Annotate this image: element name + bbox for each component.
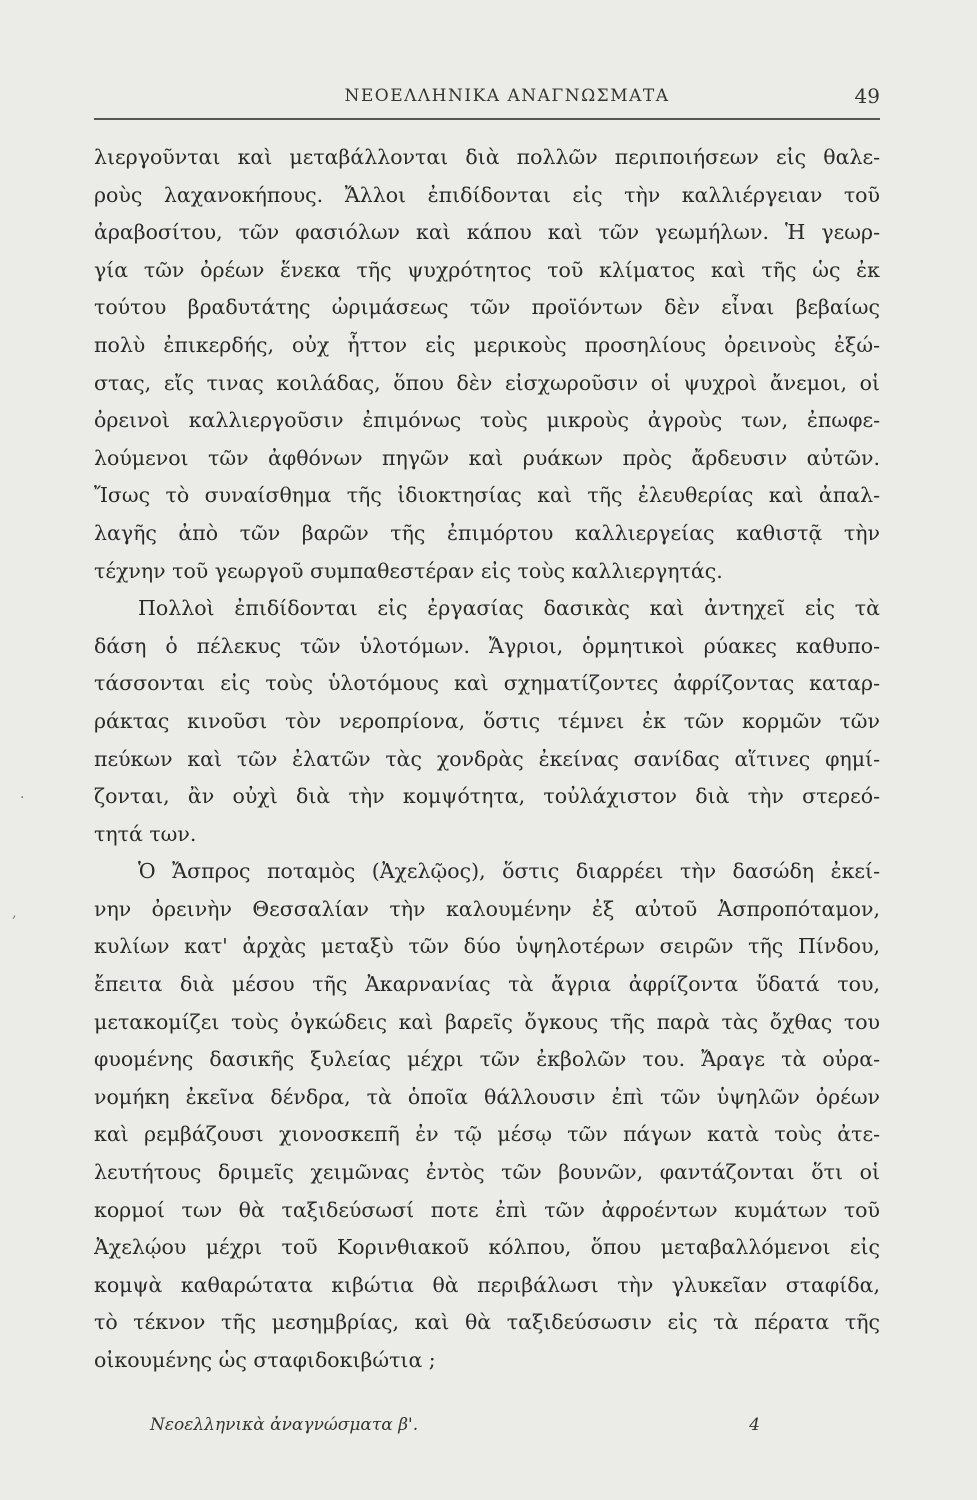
body-text xyxy=(94,139,880,1380)
text-line: νην ὀρεινὴν Θεσσαλίαν τὴν καλουμένην ἐξ αὐτοῦ Ἀσπροπόταμον, xyxy=(94,896,880,921)
margin-tick-mark: ‚ xyxy=(12,905,17,921)
text-line: ἔπειτα διὰ μέσου τῆς Ἀκαρνανίας τὰ ἄγρια ἀφρίζοντα ὕδατά του, xyxy=(94,972,880,997)
text-line: τούτου βραδυτάτης ὠριμάσεως τῶν προϊόντων δὲν εἶναι βεβαίως xyxy=(94,295,880,320)
text-line: λευτήτους δριμεῖς χειμῶνας ἐντὸς τῶν βουνῶν, φαντάζονται ὅτι οἱ xyxy=(94,1160,880,1185)
text-line: λούμενοι τῶν ἀφθόνων πηγῶν καὶ ρυάκων πρὸς ἄρδευσιν αὐτῶν. xyxy=(94,445,880,470)
text-line: στας, εἴς τινας κοιλάδας, ὅπου δὲν εἰσχωροῦσιν οἱ ψυχροὶ ἄνεμοι, οἱ xyxy=(94,370,880,395)
text-line: λαγῆς ἀπὸ τῶν βαρῶν τῆς ἐπιμόρτου καλλιεργείας καθιστᾷ τὴν xyxy=(94,520,880,545)
text-line: τὸ τέκνον τῆς μεσημβρίας, καὶ θὰ ταξιδεύσωσιν εἰς τὰ πέρατα τῆς xyxy=(94,1310,880,1335)
text-line: ὀρεινοὶ καλλιεργοῦσιν ἐπιμόνως τοὺς μικροὺς ἀγροὺς των, ἐπωφε- xyxy=(94,408,880,433)
running-head xyxy=(94,86,880,112)
text-line: ράκτας κινοῦσι τὸν νεροπρίονα, ὅστις τέμνει ἐκ τῶν κορμῶν τῶν xyxy=(94,708,880,733)
text-line: πολὺ ἐπικερδής, οὐχ ἧττον εἰς μερικοὺς προσηλίους ὀρεινοὺς ἐξώ- xyxy=(94,332,880,357)
header-rule xyxy=(94,118,880,120)
text-line: νομήκη ἐκεῖνα δένδρα, τὰ ὁποῖα θάλλουσιν ἐπὶ τῶν ὑψηλῶν ὀρέων xyxy=(94,1084,880,1109)
text-line: μετακομίζει τοὺς ὀγκώδεις καὶ βαρεῖς ὄγκους τῆς παρὰ τὰς ὄχθας του xyxy=(94,1009,880,1034)
page-footer xyxy=(94,1415,880,1445)
text-line: ροὺς λαχανοκήπους. Ἄλλοι ἐπιδίδονται εἰς τὴν καλλιέργειαν τοῦ xyxy=(94,182,880,207)
paragraph xyxy=(94,590,880,853)
text-line: δάση ὁ πέλεκυς τῶν ὑλοτόμων. Ἄγριοι, ὁρμητικοὶ ρύακες καθυπο- xyxy=(94,633,880,658)
running-title: ΝΕΟΕΛΛΗΝΙΚΑ ΑΝΑΓΝΩΣΜΑΤΑ xyxy=(344,86,670,106)
text-line: τάσσονται εἰς τοὺς ὑλοτόμους καὶ σχηματίζοντες ἀφρίζοντας καταρ- xyxy=(94,671,880,696)
page-number: 49 xyxy=(854,84,880,108)
text-line: Ὁ Ἄσπρος ποταμὸς (Ἀχελῷος), ὅστις διαρρέει τὴν δασώδη ἐκεί- xyxy=(138,859,880,884)
footer-book-title: Νεοελληνικὰ ἀναγνώσματα β'. xyxy=(150,1415,419,1435)
text-line: τέχνην τοῦ γεωργοῦ συμπαθεστέραν εἰς τοὺς καλλιεργητάς. xyxy=(94,558,723,583)
text-line: κορμοί των θὰ ταξιδεύσωσί ποτε ἐπὶ τῶν ἀφροέντων κυμάτων τοῦ xyxy=(94,1197,880,1222)
text-line: οἰκουμένης ὡς σταφιδοκιβώτια ; xyxy=(94,1348,436,1372)
text-line: Ἴσως τὸ συναίσθημα τῆς ἰδιοκτησίας καὶ τῆς ἐλευθερίας καὶ ἀπαλ- xyxy=(94,483,880,508)
text-line: κομψὰ καθαρώτατα κιβώτια θὰ περιβάλωσι τὴν γλυκεῖαν σταφίδα, xyxy=(94,1272,880,1297)
paragraph xyxy=(94,139,880,590)
margin-dot-mark: · xyxy=(20,790,25,806)
text-line: καὶ ρεμβάζουσι χιονοσκεπῆ ἐν τῷ μέσῳ τῶν πάγων κατὰ τοὺς ἀτε- xyxy=(94,1122,880,1147)
signature-mark: 4 xyxy=(749,1415,760,1435)
text-line: τητά των. xyxy=(94,821,197,846)
text-line: ζονται, ἂν οὐχὶ διὰ τὴν κομψότητα, τοὐλάχιστον διὰ τὴν στερεό- xyxy=(94,784,880,809)
text-line: ἀραβοσίτου, τῶν φασιόλων καὶ κάπου καὶ τῶν γεωμήλων. Ἡ γεωρ- xyxy=(94,220,880,245)
paragraph xyxy=(94,853,880,1379)
text-line: Πολλοὶ ἐπιδίδονται εἰς ἐργασίας δασικὰς καὶ ἀντηχεῖ εἰς τὰ xyxy=(138,596,880,621)
text-line: λιεργοῦνται καὶ μεταβάλλονται διὰ πολλῶν περιποιήσεων εἰς θαλε- xyxy=(94,145,880,169)
text-line: πεύκων καὶ τῶν ἐλατῶν τὰς χονδρὰς ἐκείνας σανίδας αἵτινες φημί- xyxy=(94,746,880,771)
text-line: φυομένης δασικῆς ξυλείας μέχρι τῶν ἐκβολῶν του. Ἄραγε τὰ οὐρα- xyxy=(94,1047,880,1072)
text-line: κυλίων κατ' ἀρχὰς μεταξὺ τῶν δύο ὑψηλοτέρων σειρῶν τῆς Πίνδου, xyxy=(94,934,880,959)
text-line: γία τῶν ὀρέων ἕνεκα τῆς ψυχρότητος τοῦ κλίματος καὶ τῆς ὡς ἐκ xyxy=(94,257,880,282)
text-line: Ἀχελῴου μέχρι τοῦ Κορινθιακοῦ κόλπου, ὅπου μεταβαλλόμενοι εἰς xyxy=(94,1235,880,1260)
